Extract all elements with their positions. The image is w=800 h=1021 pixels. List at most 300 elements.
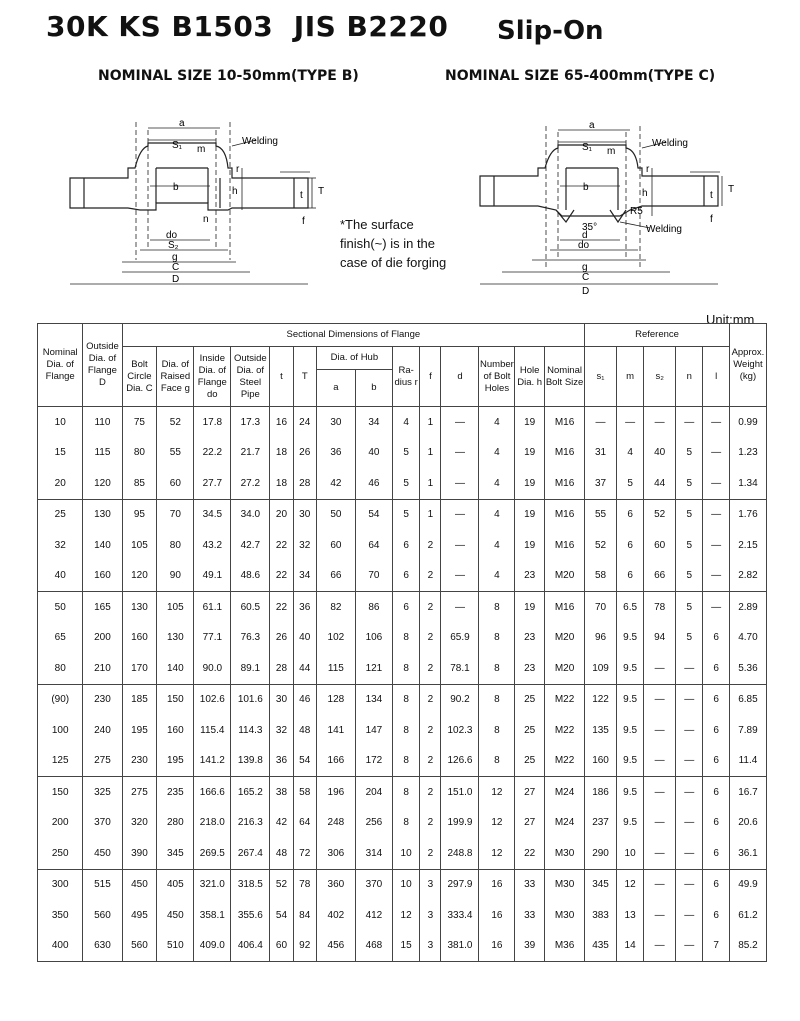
table-cell: 32 <box>293 530 316 561</box>
table-row <box>38 715 767 746</box>
table-row <box>38 838 767 869</box>
table-cell: 126.6 <box>441 746 479 777</box>
table-cell: 6.5 <box>616 592 643 623</box>
table-cell: 23 <box>515 623 545 654</box>
table-cell: 6 <box>703 838 729 869</box>
col-l: l <box>703 347 729 407</box>
table-cell: 7.89 <box>729 715 766 746</box>
table-cell: 147 <box>355 715 392 746</box>
table-cell: 25 <box>515 684 545 715</box>
subtitle-type-c: NOMINAL SIZE 65-400mm(TYPE C) <box>445 68 716 84</box>
table-cell: 60 <box>316 530 355 561</box>
table-cell: M20 <box>544 623 584 654</box>
table-cell: 58 <box>585 561 617 592</box>
table-cell: M30 <box>544 838 584 869</box>
table-cell: M24 <box>544 808 584 839</box>
table-cell: 37 <box>585 468 617 499</box>
table-cell: 60.5 <box>231 592 270 623</box>
table-cell: 6 <box>703 684 729 715</box>
table-cell: 27 <box>515 777 545 808</box>
table-cell: 195 <box>122 715 157 746</box>
table-cell: 40 <box>355 438 392 469</box>
table-cell: 5 <box>676 530 703 561</box>
col-n: n <box>676 347 703 407</box>
table-cell: 115 <box>83 438 122 469</box>
table-cell: 9.5 <box>616 623 643 654</box>
table-row <box>38 623 767 654</box>
table-cell: 4.70 <box>729 623 766 654</box>
table-cell: — <box>644 715 676 746</box>
table-cell: 345 <box>157 838 194 869</box>
table-cell: 78.1 <box>441 653 479 684</box>
subtitle-type-b: NOMINAL SIZE 10-50mm(TYPE B) <box>98 68 359 84</box>
table-cell: — <box>644 900 676 931</box>
table-cell: M16 <box>544 468 584 499</box>
table-cell: 48 <box>293 715 316 746</box>
table-cell: 1.76 <box>729 499 766 530</box>
table-cell: 318.5 <box>231 869 270 900</box>
table-cell: 92 <box>293 931 316 962</box>
table-cell: 450 <box>157 900 194 931</box>
table-cell: 9.5 <box>616 808 643 839</box>
table-cell: 141 <box>316 715 355 746</box>
table-cell: 77.1 <box>194 623 231 654</box>
table-cell: 102.6 <box>194 684 231 715</box>
dim-r-label: r <box>646 164 650 175</box>
table-cell: 8 <box>479 715 515 746</box>
col-t: t <box>270 347 293 407</box>
table-cell: 345 <box>585 869 617 900</box>
table-cell: 406.4 <box>231 931 270 962</box>
table-cell: — <box>644 931 676 962</box>
col-hole-dia: Hole Dia. h <box>515 347 545 407</box>
table-cell: 4 <box>479 561 515 592</box>
dim-T-label: T <box>728 184 735 195</box>
table-cell: 18 <box>270 438 293 469</box>
table-cell: M36 <box>544 931 584 962</box>
table-cell: 9.5 <box>616 777 643 808</box>
col-bolt-holes: Number of Bolt Holes <box>479 347 515 407</box>
table-cell: — <box>703 592 729 623</box>
table-cell: 4 <box>479 468 515 499</box>
table-cell: — <box>703 438 729 469</box>
table-row <box>38 746 767 777</box>
dim-r-label: r <box>236 164 240 175</box>
table-cell: 16 <box>479 900 515 931</box>
table-cell: 468 <box>355 931 392 962</box>
table-cell: 86 <box>355 592 392 623</box>
table-cell: 6 <box>703 623 729 654</box>
table-cell: 44 <box>644 468 676 499</box>
dim-h-label: h <box>232 186 238 197</box>
table-cell: 20.6 <box>729 808 766 839</box>
table-cell: 15 <box>38 438 83 469</box>
dim-t-label: t <box>710 190 713 201</box>
table-cell: 36 <box>270 746 293 777</box>
table-cell: M16 <box>544 407 584 438</box>
table-cell: 90.0 <box>194 653 231 684</box>
table-cell: M20 <box>544 653 584 684</box>
table-cell: 49.1 <box>194 561 231 592</box>
table-row <box>38 869 767 900</box>
table-cell: 1 <box>420 499 441 530</box>
table-cell: 9.5 <box>616 715 643 746</box>
table-cell: 2 <box>420 838 441 869</box>
table-cell: 560 <box>83 900 122 931</box>
table-cell: 6 <box>616 561 643 592</box>
table-cell: 130 <box>122 592 157 623</box>
table-cell: 46 <box>355 468 392 499</box>
table-cell: 1.34 <box>729 468 766 499</box>
table-cell: 160 <box>157 715 194 746</box>
table-cell: 195 <box>157 746 194 777</box>
table-cell: M16 <box>544 592 584 623</box>
table-cell: 4 <box>479 407 515 438</box>
table-row <box>38 900 767 931</box>
table-cell: 78 <box>644 592 676 623</box>
table-cell: — <box>676 746 703 777</box>
dim-D-label: D <box>582 286 590 297</box>
table-cell: 115 <box>316 653 355 684</box>
table-cell: 515 <box>83 869 122 900</box>
dim-do-label: do <box>578 240 590 251</box>
table-cell: 2 <box>420 653 441 684</box>
table-cell: 26 <box>270 623 293 654</box>
table-cell: 3 <box>420 900 441 931</box>
table-cell: 358.1 <box>194 900 231 931</box>
table-cell: 269.5 <box>194 838 231 869</box>
table-cell: 8 <box>392 715 419 746</box>
table-row <box>38 592 767 623</box>
col-radius: Ra- dius r <box>392 347 419 407</box>
table-cell: 18 <box>270 468 293 499</box>
dim-do-label: do <box>166 230 178 241</box>
table-cell: — <box>703 407 729 438</box>
table-cell: 23 <box>515 653 545 684</box>
table-cell: 6 <box>703 808 729 839</box>
table-cell: 40 <box>38 561 83 592</box>
table-cell: 402 <box>316 900 355 931</box>
dim-s2-label: S₂ <box>168 240 179 251</box>
dim-b-label: b <box>583 182 589 193</box>
dim-C-label: C <box>172 262 180 273</box>
table-cell: 17.8 <box>194 407 231 438</box>
table-cell: 30 <box>270 684 293 715</box>
table-cell: — <box>703 530 729 561</box>
table-cell: 50 <box>38 592 83 623</box>
table-cell: 121 <box>355 653 392 684</box>
dim-a-label: a <box>179 118 185 129</box>
table-cell: 5 <box>676 623 703 654</box>
table-cell: 130 <box>83 499 122 530</box>
table-cell: 105 <box>157 592 194 623</box>
table-cell: 8 <box>392 623 419 654</box>
table-cell: 297.9 <box>441 869 479 900</box>
table-cell: 360 <box>316 869 355 900</box>
table-cell: 5 <box>676 592 703 623</box>
dim-D-label: D <box>172 274 180 285</box>
col-hub-a: a <box>316 370 355 407</box>
table-cell: 2.89 <box>729 592 766 623</box>
table-cell: 8 <box>479 592 515 623</box>
table-cell: 166 <box>316 746 355 777</box>
table-cell: 85 <box>122 468 157 499</box>
table-cell: 52 <box>585 530 617 561</box>
dim-f-label: f <box>710 214 713 225</box>
dim-C-label: C <box>582 272 590 283</box>
col-bolt-circle: Bolt Circle Dia. C <box>122 347 157 407</box>
table-cell: 32 <box>38 530 83 561</box>
col-inside-dia: Inside Dia. of Flange do <box>194 347 231 407</box>
diagram-type-b <box>60 110 340 300</box>
table-cell: 450 <box>122 869 157 900</box>
table-cell: 333.4 <box>441 900 479 931</box>
table-cell: 2 <box>420 592 441 623</box>
table-cell: 13 <box>616 900 643 931</box>
table-cell: 58 <box>293 777 316 808</box>
table-cell: 24 <box>293 407 316 438</box>
table-cell: 10 <box>392 838 419 869</box>
table-cell: 39 <box>515 931 545 962</box>
table-cell: 70 <box>355 561 392 592</box>
table-cell: 456 <box>316 931 355 962</box>
table-cell: 4 <box>392 407 419 438</box>
table-cell: 120 <box>122 561 157 592</box>
table-cell: 248.8 <box>441 838 479 869</box>
table-cell: 10 <box>616 838 643 869</box>
table-cell: 105 <box>122 530 157 561</box>
table-cell: 8 <box>392 777 419 808</box>
table-cell: 8 <box>392 746 419 777</box>
col-T: T <box>293 347 316 407</box>
table-cell: 383 <box>585 900 617 931</box>
table-cell: 48 <box>270 838 293 869</box>
table-cell: 320 <box>122 808 157 839</box>
table-cell: 102.3 <box>441 715 479 746</box>
table-cell: 19 <box>515 592 545 623</box>
col-pipe-od: Outside Dia. of Steel Pipe <box>231 347 270 407</box>
table-cell: 19 <box>515 468 545 499</box>
table-cell: 199.9 <box>441 808 479 839</box>
col-d: d <box>441 347 479 407</box>
table-cell: — <box>644 653 676 684</box>
table-cell: 4 <box>616 438 643 469</box>
table-cell: 409.0 <box>194 931 231 962</box>
table-cell: 52 <box>644 499 676 530</box>
dim-f-label: f <box>302 216 305 227</box>
table-cell: M30 <box>544 869 584 900</box>
table-cell: 27 <box>515 808 545 839</box>
table-cell: 2 <box>420 684 441 715</box>
table-cell: 90.2 <box>441 684 479 715</box>
table-cell: 9.5 <box>616 746 643 777</box>
table-cell: 44 <box>293 653 316 684</box>
table-cell: 54 <box>293 746 316 777</box>
table-row <box>38 499 767 530</box>
table-cell: 32 <box>270 715 293 746</box>
table-cell: 2 <box>420 808 441 839</box>
table-cell: 230 <box>122 746 157 777</box>
table-cell: 160 <box>83 561 122 592</box>
table-cell: M24 <box>544 777 584 808</box>
angle-label: 35° <box>582 222 598 233</box>
table-cell: 70 <box>157 499 194 530</box>
table-cell: M22 <box>544 715 584 746</box>
table-cell: 22 <box>270 530 293 561</box>
table-cell: (90) <box>38 684 83 715</box>
table-cell: 34.5 <box>194 499 231 530</box>
table-cell: 140 <box>83 530 122 561</box>
table-cell: 60 <box>270 931 293 962</box>
table-cell: 65 <box>38 623 83 654</box>
table-cell: 160 <box>122 623 157 654</box>
dim-m-label: m <box>607 146 616 157</box>
table-cell: 27.7 <box>194 468 231 499</box>
table-cell: 78 <box>293 869 316 900</box>
col-bolt-size: Nominal Bolt Size <box>544 347 584 407</box>
table-cell: 450 <box>83 838 122 869</box>
table-cell: 495 <box>122 900 157 931</box>
col-weight: Approx. Weight (kg) <box>729 324 766 407</box>
table-cell: — <box>644 869 676 900</box>
table-cell: 230 <box>83 684 122 715</box>
table-cell: 84 <box>293 900 316 931</box>
table-cell: M30 <box>544 900 584 931</box>
table-cell: 122 <box>585 684 617 715</box>
table-cell: 0.99 <box>729 407 766 438</box>
table-cell: 6 <box>703 777 729 808</box>
table-cell: 8 <box>479 623 515 654</box>
table-cell: 237 <box>585 808 617 839</box>
table-cell: 90 <box>157 561 194 592</box>
dim-h-label: h <box>642 188 648 199</box>
table-cell: — <box>676 808 703 839</box>
table-cell: 290 <box>585 838 617 869</box>
table-cell: — <box>441 530 479 561</box>
table-cell: 34.0 <box>231 499 270 530</box>
table-cell: 16 <box>479 931 515 962</box>
table-cell: 405 <box>157 869 194 900</box>
table-cell: 6 <box>703 715 729 746</box>
radius-r5-label: R5 <box>630 206 643 217</box>
table-cell: 80 <box>38 653 83 684</box>
table-cell: 26 <box>293 438 316 469</box>
table-cell: 141.2 <box>194 746 231 777</box>
table-cell: — <box>703 468 729 499</box>
col-hub-b: b <box>355 370 392 407</box>
table-cell: 12 <box>479 808 515 839</box>
table-row <box>38 561 767 592</box>
table-cell: 114.3 <box>231 715 270 746</box>
table-cell: 2.82 <box>729 561 766 592</box>
table-cell: 70 <box>585 592 617 623</box>
table-cell: 28 <box>293 468 316 499</box>
dim-m-label: m <box>197 144 206 155</box>
table-cell: — <box>644 808 676 839</box>
col-f: f <box>420 347 441 407</box>
table-cell: 54 <box>270 900 293 931</box>
table-cell: 21.7 <box>231 438 270 469</box>
table-cell: 412 <box>355 900 392 931</box>
table-cell: 4 <box>479 499 515 530</box>
dim-a-label: a <box>589 120 595 131</box>
table-cell: M16 <box>544 499 584 530</box>
welding-label-top: Welding <box>652 138 688 149</box>
table-cell: — <box>441 438 479 469</box>
table-cell: 64 <box>293 808 316 839</box>
table-cell: 2 <box>420 746 441 777</box>
table-cell: 200 <box>38 808 83 839</box>
table-cell: M22 <box>544 684 584 715</box>
table-cell: 5 <box>392 438 419 469</box>
table-cell: — <box>441 592 479 623</box>
table-cell: 160 <box>585 746 617 777</box>
table-cell: 321.0 <box>194 869 231 900</box>
table-cell: 15 <box>392 931 419 962</box>
table-cell: 60 <box>644 530 676 561</box>
dim-d-label: d <box>582 230 588 241</box>
dim-b-label: b <box>173 182 179 193</box>
table-cell: 28 <box>270 653 293 684</box>
table-cell: 210 <box>83 653 122 684</box>
table-cell: 30 <box>293 499 316 530</box>
table-cell: 435 <box>585 931 617 962</box>
table-cell: 42 <box>316 468 355 499</box>
table-cell: — <box>441 499 479 530</box>
group-hub: Dia. of Hub <box>316 347 392 370</box>
table-cell: 34 <box>355 407 392 438</box>
table-cell: — <box>676 931 703 962</box>
table-cell: 139.8 <box>231 746 270 777</box>
col-raised-face: Dia. of Raised Face g <box>157 347 194 407</box>
table-cell: 200 <box>83 623 122 654</box>
table-cell: 1.23 <box>729 438 766 469</box>
table-cell: 16.7 <box>729 777 766 808</box>
table-cell: 7 <box>703 931 729 962</box>
table-cell: — <box>644 777 676 808</box>
table-cell: 8 <box>479 653 515 684</box>
table-cell: 20 <box>38 468 83 499</box>
table-cell: 235 <box>157 777 194 808</box>
table-cell: 101.6 <box>231 684 270 715</box>
table-cell: 31 <box>585 438 617 469</box>
table-cell: 50 <box>316 499 355 530</box>
table-row <box>38 438 767 469</box>
table-cell: 22 <box>270 592 293 623</box>
table-cell: 94 <box>644 623 676 654</box>
table-cell: 5 <box>392 499 419 530</box>
table-cell: 106 <box>355 623 392 654</box>
table-cell: — <box>441 468 479 499</box>
page-title: 30K KS B1503 JIS B2220 <box>46 10 449 43</box>
table-cell: 240 <box>83 715 122 746</box>
table-cell: 6 <box>392 530 419 561</box>
table-cell: 82 <box>316 592 355 623</box>
table-cell: 23 <box>515 561 545 592</box>
table-cell: 150 <box>38 777 83 808</box>
table-cell: M20 <box>544 561 584 592</box>
table-cell: 102 <box>316 623 355 654</box>
table-cell: 12 <box>616 869 643 900</box>
dim-g-label: g <box>172 252 178 263</box>
table-cell: 4 <box>479 530 515 561</box>
table-cell: 72 <box>293 838 316 869</box>
table-cell: 2.15 <box>729 530 766 561</box>
table-cell: 110 <box>83 407 122 438</box>
table-cell: 54 <box>355 499 392 530</box>
table-cell: 42.7 <box>231 530 270 561</box>
table-cell: — <box>585 407 617 438</box>
